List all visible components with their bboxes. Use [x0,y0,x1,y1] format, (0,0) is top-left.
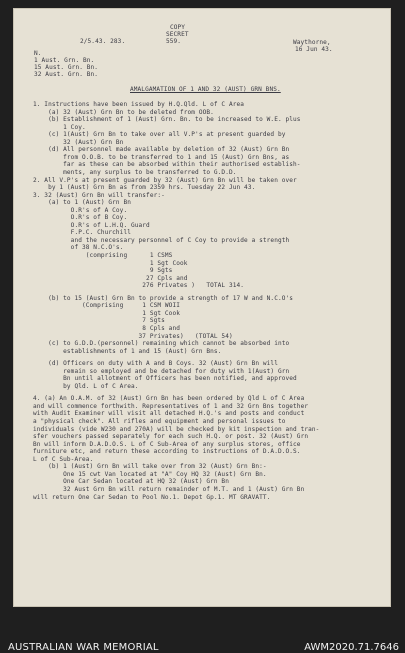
body-line: 8 Cpls and [33,324,180,332]
body-line: (b) 1 (Aust) Grn Bn will take over from 32 (Aust) Grn Bn:- [33,463,267,471]
body-line: and will commence forthwith. Representatives of 1 and 32 Grn Bns together [33,402,309,410]
body-line: Bn until allotment of Officers has been notified, and approved [33,375,297,383]
addressee-marker: N. [34,50,42,57]
body-line: 37 Privates) (TOTAL 54) [33,332,233,340]
institution-label: AUSTRALIAN WAR MEMORIAL [8,642,159,653]
body-line: with Audit Examiner will visit all detached H.Q.'s and posts and conduct [33,410,305,418]
body-line: 1 Coy. [33,123,86,131]
body-line: far as these can be absorbed within their authorised establish- [33,161,301,169]
body-line: One Car Sedan located at HQ 32 (Aust) Grn Bn [33,478,229,486]
addressee: 1 Aust. Grn. Bn. [34,57,95,64]
body-line: and the necessary personnel of C Coy to provide a strength [33,236,290,244]
body-line: 276 Privates ) TOTAL 314. [33,282,245,290]
body-line: remain so employed and be detached for duty with 1(Aust) Grn [33,367,290,375]
issue-date: 16 Jun 43. [295,46,333,53]
accession-number: AWM2020.71.7646 [304,642,399,653]
body-line: (comprising 1 CSMS [33,252,173,259]
body-line: 4. (a) An O.A.M. of 32 (Aust) Grn Bn has been ordered by Qld L of C Area [33,395,305,403]
copy-label: COPY [170,24,186,31]
body-line: O.R's of A Coy. [33,206,128,214]
secret-label: SECRET [166,31,189,38]
document-title: AMALGAMATION OF 1 AND 32 (AUST) GRN BNS. [130,86,281,93]
document-page [14,9,390,606]
body-line: individuals (vide W230 and 270A) will be checked by kit inspection and tran- [33,425,320,433]
body-line: O.R's of B Coy. [33,214,128,222]
body-line: will return One Car Sedan to Pool No.1. Depot Gp.1. MT GRAVATT. [33,493,271,501]
body-line: 32 Aust Grn Bn will return remainder of M.T. and 1 (Aust) Grn Bn [33,485,305,493]
body-line: 3. 32 (Aust) Grn Bn will transfer:- [33,191,165,199]
body-line: 9 Sgts [33,267,173,275]
body-line: furniture etc, and return these according to instructions of D.A.D.O.S. [33,448,301,456]
body-line: 1 Sgt Cook [33,309,180,317]
body-line: a "physical check". All rifles and equipment and personal issues to [33,418,286,425]
body-line: establishments of 1 and 15 (Aust) Grn Bns. [33,347,222,355]
body-line: One 15 cwt Van located at "A" Coy HQ 32 (Aust) Grn Bn. [33,470,267,478]
body-line: 1 Sgt Cook [33,259,188,267]
body-line: by 1 (Aust) Grn Bn as from 2359 hrs. Tuesday 22 Jun 43. [33,184,256,192]
body-line: (b) Establishment of 1 (Aust) Grn. Bn. to be increased to W.E. plus [33,116,301,124]
body-line: (a) 32 (Aust) Grn Bn to be deleted from OOB. [33,108,214,116]
body-line: (d) All personnel made available by deletion of 32 (Aust) Grn Bn [33,146,290,154]
addressee: 15 Aust. Grn. Bn. [34,64,99,71]
place-of-issue: Waythorne, [293,39,331,46]
reference-number: 2/5.43. 283. [80,38,126,45]
body-line: (Comprising 1 CSM WOII [33,302,180,310]
body-line: ments, any surplus to be transferred to G.D.D. [33,168,237,176]
body-line: 1. Instructions have been issued by H.Q.Qld. L of C Area [33,101,245,108]
addressee: 32 Aust. Grn. Bn. [34,71,99,78]
body-line: (b) to 15 (Aust) Grn Bn to provide a strength of 17 W and N.C.O's [33,294,294,302]
body-line: (d) Officers on duty with A and B Coys. 32 (Aust) Grn Bn will [33,360,278,368]
body-line: Bn will inform D.A.D.O.S. L of C Sub-Area of any surplus stores, office [33,440,301,448]
document-number: 559. [166,38,182,45]
body-line: 2. All V.P's at present guarded by 32 (Aust) Grn Bn will be taken over [33,176,297,184]
body-line: O.R's of L.H.Q. Guard [33,221,150,229]
body-line: (a) to 1 (Aust) Grn Bn [33,199,131,207]
body-line: sfer vouchers passed separately for each such H.Q. or post. 32 (Aust) Grn [33,433,309,441]
body-line: (c) to G.D.D.(personnel) remaining which cannot be absorbed into [33,340,290,348]
body-line: L of C Sub-Area. [33,455,94,463]
body-line: F.P.C. Churchill [33,229,131,237]
body-line: of 38 N.C.O's. [33,244,124,252]
body-line: (c) 1(Aust) Grn Bn to take over all V.P's at present guarded by [33,131,286,139]
archive-footer [0,614,405,653]
body-line: 7 Sgts [33,317,165,325]
body-line: from O.O.B. to be transferred to 1 and 15 (Aust) Grn Bns, as [33,153,290,161]
body-line: 27 Cpls and [33,274,188,282]
body-line: 32 (Aust) Grn Bn [33,138,124,146]
body-line: by Qld. L of C Area. [33,382,139,390]
